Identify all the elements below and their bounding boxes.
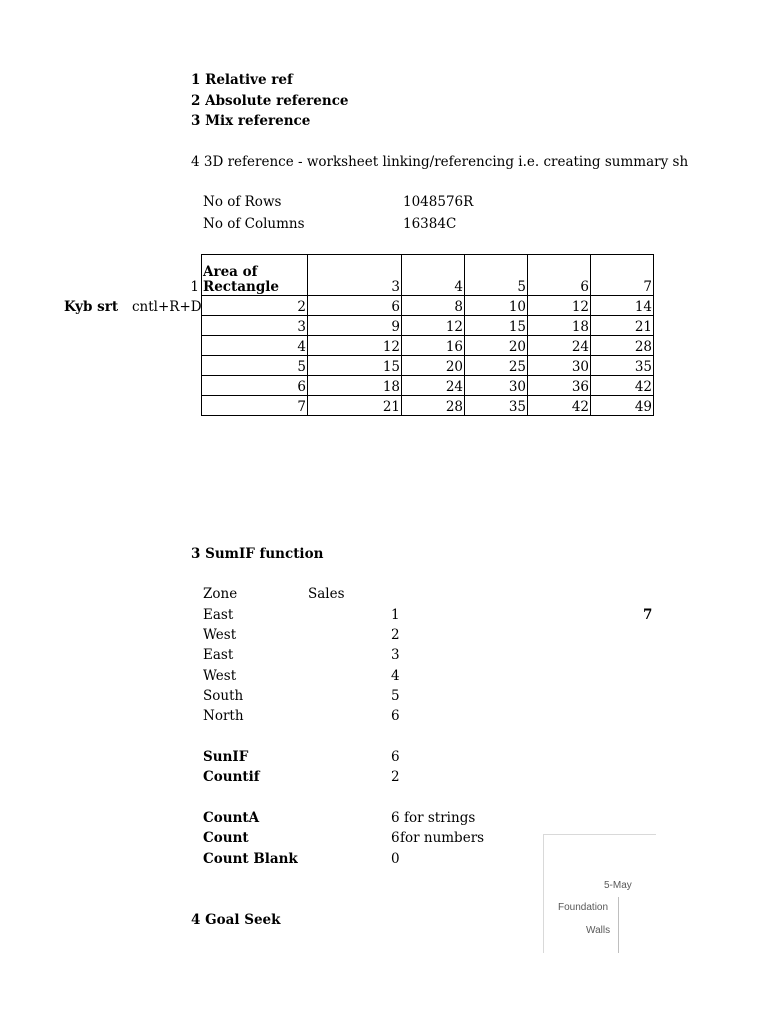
zone-cell: West: [203, 627, 237, 643]
shortcut-label: Kyb srt: [64, 299, 119, 315]
zone-cell: East: [203, 647, 234, 663]
table-cell: 18: [528, 316, 591, 336]
table-cell: 20: [402, 356, 465, 376]
table-cell: 12: [402, 316, 465, 336]
reference-item-3: 3 Mix reference: [191, 113, 311, 129]
table-cell: 10: [465, 296, 528, 316]
row-header: 2: [202, 296, 308, 316]
zone-cell: West: [203, 668, 237, 684]
rows-label: No of Rows: [203, 194, 282, 210]
table-cell: 12: [528, 296, 591, 316]
table-cell: 49: [591, 396, 654, 416]
table-cell: 16: [402, 336, 465, 356]
table-cell: 35: [591, 356, 654, 376]
table-row: [202, 296, 654, 316]
table-cell: 24: [528, 336, 591, 356]
countif-value: 2: [391, 769, 400, 785]
table-cell: 28: [402, 396, 465, 416]
table-corner-number: 1: [190, 279, 199, 295]
goal-seek-title: 4 Goal Seek: [191, 912, 281, 928]
table-cell: 30: [528, 356, 591, 376]
count-label: Count: [203, 830, 249, 846]
table-cell: 9: [308, 316, 402, 336]
table-row: [202, 356, 654, 376]
counta-value: 6: [391, 810, 400, 826]
chart-date-label: 5-May: [604, 880, 632, 891]
zone-cell: North: [203, 708, 244, 724]
zone-cell: East: [203, 607, 234, 623]
table-row: [202, 376, 654, 396]
zone-cell: South: [203, 688, 244, 704]
row-header: 5: [202, 356, 308, 376]
count-value: 6: [391, 830, 400, 846]
reference-item-1: 1 Relative ref: [191, 72, 293, 88]
table-cell: 21: [591, 316, 654, 336]
side-result-value: 7: [643, 607, 653, 623]
table-cell: 18: [308, 376, 402, 396]
countblank-label: Count Blank: [203, 851, 298, 867]
cols-value: 16384C: [403, 216, 457, 232]
row-header: 4: [202, 336, 308, 356]
row-header: 6: [202, 376, 308, 396]
table-cell: 30: [465, 376, 528, 396]
chart-category-label: Foundation: [558, 902, 609, 913]
col-header: 3: [308, 255, 402, 296]
zone-column-header: Zone: [203, 586, 238, 602]
table-cell: 15: [465, 316, 528, 336]
table-row: [202, 396, 654, 416]
col-header: 5: [465, 255, 528, 296]
table-row: [202, 336, 654, 356]
sales-cell: 3: [391, 647, 400, 663]
counta-note: for strings: [404, 810, 476, 826]
table-cell: 20: [465, 336, 528, 356]
table-cell: 36: [528, 376, 591, 396]
sales-cell: 1: [391, 607, 400, 623]
chart-axis-line: [618, 897, 619, 953]
count-note: for numbers: [400, 830, 485, 846]
counta-label: CountA: [203, 810, 260, 826]
chart-category-label: Walls: [586, 925, 611, 936]
embedded-chart-fragment[interactable]: [543, 834, 656, 953]
row-header: 7: [202, 396, 308, 416]
col-header: 4: [402, 255, 465, 296]
sales-cell: 4: [391, 668, 400, 684]
table-cell: 35: [465, 396, 528, 416]
sales-cell: 6: [391, 708, 400, 724]
table-cell: 25: [465, 356, 528, 376]
countif-label: Countif: [203, 769, 260, 785]
table-cell: 28: [591, 336, 654, 356]
table-cell: 24: [402, 376, 465, 396]
table-header-row: [202, 255, 654, 296]
table-cell: 42: [591, 376, 654, 396]
table-row: [202, 316, 654, 336]
table-cell: 6: [308, 296, 402, 316]
table-cell: 8: [402, 296, 465, 316]
shortcut-keys: cntl+R+D: [132, 299, 202, 315]
countblank-value: 0: [391, 851, 400, 867]
sumif-title: 3 SumIF function: [191, 546, 324, 562]
table-cell: 42: [528, 396, 591, 416]
sunif-label: SunIF: [203, 749, 249, 765]
sales-cell: 5: [391, 688, 400, 704]
table-corner-label: Area of Rectangle: [202, 255, 308, 296]
table-cell: 15: [308, 356, 402, 376]
col-header: 7: [591, 255, 654, 296]
col-header: 6: [528, 255, 591, 296]
row-header: 3: [202, 316, 308, 336]
reference-3d-text: 4 3D reference - worksheet linking/referencing i.e. creating summary sh: [191, 154, 689, 170]
sales-cell: 2: [391, 627, 400, 643]
table-cell: 14: [591, 296, 654, 316]
reference-item-2: 2 Absolute reference: [191, 93, 349, 109]
rows-value: 1048576R: [403, 194, 474, 210]
table-cell: 12: [308, 336, 402, 356]
table-cell: 21: [308, 396, 402, 416]
sales-column-header: Sales: [308, 586, 345, 602]
cols-label: No of Columns: [203, 216, 305, 232]
sunif-value: 6: [391, 749, 400, 765]
area-of-rectangle-table: [201, 254, 654, 416]
